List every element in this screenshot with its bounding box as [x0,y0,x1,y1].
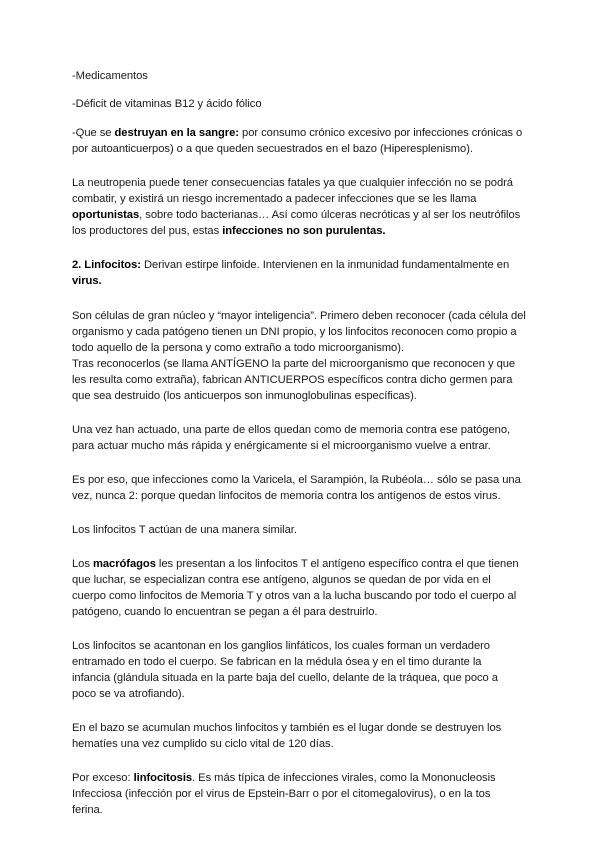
text-line: que luchar, se especializan contra ese antígeno, algunos se quedan de por vida en el [72,574,491,586]
text-line [72,556,532,572]
paragraph [72,638,532,702]
paragraph [72,720,532,752]
text-line: vez, nunca 2: porque quedan linfocitos de memoria contra los antígenos de estos virus. [72,490,501,502]
section-heading: 2. Linfocitos: [72,259,141,271]
text-run: les presentan a los linfocitos T el antígeno específico contra el que tienen [155,558,519,570]
paragraph [72,770,532,818]
bold-text: oportunistas [72,209,140,221]
paragraph [72,308,532,404]
paragraph [72,125,532,157]
text-line: para actuar mucho más rápida y enérgicamente si el microorganismo vuelve a entrar. [72,440,491,452]
text-line [72,257,532,273]
text-line: Son células de gran núcleo y “mayor inteligencia”. Primero deben reconocer (cada célula del [72,310,526,322]
text-line: hematíes una vez cumplido su ciclo vital de 120 días. [72,738,334,750]
bold-text: destruyan en la sangre: [114,127,239,139]
text-line: combatir, y existirá un riesgo incrementado a padecer infecciones que se les llama [72,193,477,205]
text-run: Por exceso: [72,772,134,784]
paragraph [72,472,532,504]
text-run: los productores del pus, estas [72,225,223,237]
text-line: les resulta como extraña), fabrican ANTICUERPOS específicos contra dicho germen para [72,374,513,386]
text-line: poco se va atrofiando). [72,688,185,700]
text-line: Es por eso, que infecciones como la Varicela, el Sarampión, la Rubéola… sólo se pasa una [72,474,521,486]
paragraph [72,96,532,112]
text-line: que sea destruido (los anticuerpos son inmunoglobulinas específicas). [72,390,417,402]
text-line [72,770,532,786]
paragraph [72,522,532,538]
text-line: organismo y cada patógeno tienen un DNI propio, y los linfocitos reconocen como propio a [72,326,517,338]
text-line: cuerpo como linfocitos de Memoria T y otros van a la lucha buscando por todo el cuerpo al [72,590,517,602]
text-run: por consumo crónico excesivo por infecciones crónicas o [238,127,523,139]
text-line [72,207,532,223]
paragraph [72,257,532,289]
text-line: Una vez han actuado, una parte de ellos quedan como de memoria contra ese patógeno, [72,424,511,436]
text-line: patógeno, cuando lo encuentran se pegan a él para destruirlo. [72,606,378,618]
paragraph [72,68,532,84]
text-line: La neutropenia puede tener consecuencias fatales ya que cualquier infección no se podrá [72,177,513,189]
bold-text: virus. [72,275,102,287]
text-line: Infecciosa (infección por el virus de Epstein-Barr o por el citomegalovirus), o en la tos [72,788,491,800]
text-line: Los linfocitos T actúan de una manera similar. [72,524,297,536]
text-run: . Es más típica de infecciones virales, como la Mononucleosis [192,772,496,784]
bold-text: linfocitosis [133,772,193,784]
bold-text: infecciones no son purulentas. [222,225,386,237]
text-run: Los [72,558,93,570]
text-line: infancia (glándula situada en la parte baja del cuello, delante de la tráquea, que poco a [72,672,498,684]
text-line: En el bazo se acumulan muchos linfocitos y también es el lugar donde se destruyen los [72,722,502,734]
text-line: Tras reconocerlos (se llama ANTÍGENO la parte del microorganismo que reconocen y que [72,358,516,370]
text-line: ferina. [72,804,103,816]
text-line [72,273,532,289]
text-line: todo aquello de la persona y como extraño a todo microorganismo). [72,342,404,354]
text-run: Derivan estirpe linfoide. Intervienen en la inmunidad fundamentalmente en [140,259,510,271]
text-line: Los linfocitos se acantonan en los ganglios linfáticos, los cuales forman un verdadero [72,640,490,652]
text-line: -Medicamentos [72,70,148,82]
text-line [72,125,532,141]
paragraph [72,175,532,239]
text-run: -Que se [72,127,115,139]
text-line [72,223,532,239]
bold-text: macrófagos [92,558,156,570]
text-line: por autoanticuerpos) o a que queden secuestrados en el bazo (Hiperesplenismo). [72,143,473,155]
text-line: -Déficit de vitaminas B12 y ácido fólico [72,98,262,110]
paragraph [72,422,532,454]
paragraph [72,556,532,620]
text-line: entramado en todo el cuerpo. Se fabrican en la médula ósea y en el timo durante la [72,656,482,668]
text-run: , sobre todo bacterianas… Así como úlceras necróticas y al ser los neutrófilos [139,209,521,221]
